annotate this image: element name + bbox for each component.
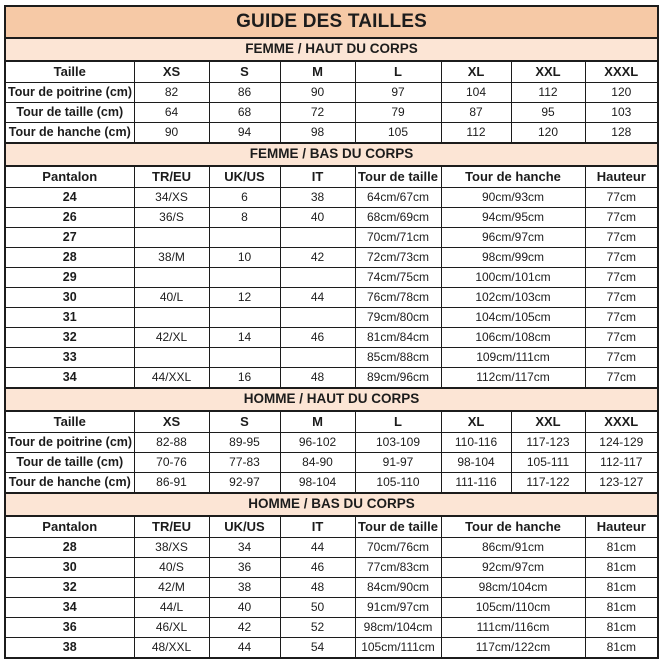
table-row xyxy=(5,453,658,473)
data-cell: 44 xyxy=(209,638,280,659)
data-cell: 70-76 xyxy=(134,453,209,473)
table-row xyxy=(5,103,658,123)
table-row xyxy=(5,433,658,453)
data-cell: 36/S xyxy=(134,208,209,228)
data-cell: 90 xyxy=(280,83,355,103)
data-cell: 52 xyxy=(280,618,355,638)
table-row xyxy=(5,638,658,659)
data-cell: 81cm/84cm xyxy=(355,328,441,348)
data-cell: 124-129 xyxy=(585,433,658,453)
column-header: Pantalon xyxy=(5,166,134,188)
column-header: TR/EU xyxy=(134,516,209,538)
data-cell: 68 xyxy=(209,103,280,123)
data-cell: 112 xyxy=(511,83,585,103)
data-cell: 117cm/122cm xyxy=(441,638,585,659)
table-row xyxy=(5,598,658,618)
data-cell: 44 xyxy=(280,538,355,558)
column-header: Hauteur xyxy=(585,516,658,538)
data-cell: 46 xyxy=(280,558,355,578)
data-cell: 38/M xyxy=(134,248,209,268)
data-cell: 42/M xyxy=(134,578,209,598)
data-cell: 77cm xyxy=(585,288,658,308)
data-cell: 94cm/95cm xyxy=(441,208,585,228)
data-cell xyxy=(209,348,280,368)
data-cell: 72cm/73cm xyxy=(355,248,441,268)
row-label: Tour de hanche (cm) xyxy=(5,123,134,144)
data-cell: 103-109 xyxy=(355,433,441,453)
data-cell: 104 xyxy=(441,83,511,103)
header-row xyxy=(5,516,658,538)
data-cell: 48/XXL xyxy=(134,638,209,659)
data-cell: 54 xyxy=(280,638,355,659)
data-cell: 82 xyxy=(134,83,209,103)
data-cell: 77cm xyxy=(585,328,658,348)
column-header: XL xyxy=(441,411,511,433)
header-row xyxy=(5,166,658,188)
column-header: M xyxy=(280,411,355,433)
row-label: Tour de taille (cm) xyxy=(5,103,134,123)
row-label: 34 xyxy=(5,598,134,618)
data-cell: 77cm xyxy=(585,188,658,208)
data-cell: 44/L xyxy=(134,598,209,618)
data-cell: 14 xyxy=(209,328,280,348)
row-label: 28 xyxy=(5,248,134,268)
data-cell: 110-116 xyxy=(441,433,511,453)
column-header: IT xyxy=(280,516,355,538)
data-cell xyxy=(134,348,209,368)
data-cell: 81cm xyxy=(585,618,658,638)
data-cell: 87 xyxy=(441,103,511,123)
title-row xyxy=(5,6,658,38)
row-label: 32 xyxy=(5,328,134,348)
data-cell: 82-88 xyxy=(134,433,209,453)
column-header: Taille xyxy=(5,411,134,433)
section-row xyxy=(5,143,658,166)
data-cell: 40 xyxy=(209,598,280,618)
data-cell: 89-95 xyxy=(209,433,280,453)
size-table-body xyxy=(5,6,658,658)
table-row xyxy=(5,328,658,348)
data-cell: 111cm/116cm xyxy=(441,618,585,638)
column-header: Taille xyxy=(5,61,134,83)
table-row xyxy=(5,188,658,208)
data-cell: 70cm/71cm xyxy=(355,228,441,248)
data-cell: 84cm/90cm xyxy=(355,578,441,598)
data-cell: 91cm/97cm xyxy=(355,598,441,618)
column-header: XS xyxy=(134,61,209,83)
section-heading: HOMME / HAUT DU CORPS xyxy=(5,388,658,411)
data-cell: 81cm xyxy=(585,578,658,598)
data-cell: 105-111 xyxy=(511,453,585,473)
row-label: 30 xyxy=(5,288,134,308)
data-cell: 77-83 xyxy=(209,453,280,473)
data-cell: 111-116 xyxy=(441,473,511,494)
row-label: 31 xyxy=(5,308,134,328)
row-label: Tour de poitrine (cm) xyxy=(5,433,134,453)
data-cell: 40 xyxy=(280,208,355,228)
data-cell: 77cm xyxy=(585,248,658,268)
row-label: 32 xyxy=(5,578,134,598)
size-guide-table xyxy=(4,5,659,659)
data-cell: 50 xyxy=(280,598,355,618)
data-cell: 100cm/101cm xyxy=(441,268,585,288)
table-row xyxy=(5,538,658,558)
table-row xyxy=(5,248,658,268)
column-header: XXXL xyxy=(585,411,658,433)
data-cell: 96-102 xyxy=(280,433,355,453)
section-heading: FEMME / HAUT DU CORPS xyxy=(5,38,658,61)
data-cell: 81cm xyxy=(585,598,658,618)
data-cell: 105 xyxy=(355,123,441,144)
data-cell: 117-122 xyxy=(511,473,585,494)
data-cell: 46 xyxy=(280,328,355,348)
column-header: XXXL xyxy=(585,61,658,83)
column-header: XXL xyxy=(511,61,585,83)
data-cell: 81cm xyxy=(585,558,658,578)
data-cell: 36 xyxy=(209,558,280,578)
data-cell xyxy=(280,308,355,328)
table-row xyxy=(5,268,658,288)
data-cell: 81cm xyxy=(585,538,658,558)
column-header: Tour de hanche xyxy=(441,516,585,538)
column-header: L xyxy=(355,61,441,83)
data-cell xyxy=(280,348,355,368)
data-cell xyxy=(280,268,355,288)
table-row xyxy=(5,228,658,248)
data-cell: 16 xyxy=(209,368,280,389)
table-row xyxy=(5,558,658,578)
data-cell: 46/XL xyxy=(134,618,209,638)
data-cell: 85cm/88cm xyxy=(355,348,441,368)
data-cell: 96cm/97cm xyxy=(441,228,585,248)
column-header: XL xyxy=(441,61,511,83)
column-header: Pantalon xyxy=(5,516,134,538)
row-label: 36 xyxy=(5,618,134,638)
data-cell: 90cm/93cm xyxy=(441,188,585,208)
data-cell xyxy=(134,308,209,328)
table-row xyxy=(5,368,658,389)
data-cell: 98cm/104cm xyxy=(355,618,441,638)
data-cell: 34 xyxy=(209,538,280,558)
section-heading: HOMME / BAS DU CORPS xyxy=(5,493,658,516)
section-heading: FEMME / BAS DU CORPS xyxy=(5,143,658,166)
data-cell: 86-91 xyxy=(134,473,209,494)
data-cell: 128 xyxy=(585,123,658,144)
data-cell: 42 xyxy=(209,618,280,638)
row-label: 38 xyxy=(5,638,134,659)
header-row xyxy=(5,411,658,433)
data-cell: 97 xyxy=(355,83,441,103)
page-title: GUIDE DES TAILLES xyxy=(5,6,658,38)
data-cell: 79cm/80cm xyxy=(355,308,441,328)
data-cell: 64cm/67cm xyxy=(355,188,441,208)
data-cell: 72 xyxy=(280,103,355,123)
data-cell: 98-104 xyxy=(280,473,355,494)
data-cell: 92-97 xyxy=(209,473,280,494)
data-cell: 42 xyxy=(280,248,355,268)
data-cell: 112cm/117cm xyxy=(441,368,585,389)
data-cell: 120 xyxy=(511,123,585,144)
table-row xyxy=(5,208,658,228)
data-cell: 98cm/104cm xyxy=(441,578,585,598)
row-label: 27 xyxy=(5,228,134,248)
data-cell: 77cm xyxy=(585,268,658,288)
data-cell: 74cm/75cm xyxy=(355,268,441,288)
data-cell: 112-117 xyxy=(585,453,658,473)
data-cell: 40/S xyxy=(134,558,209,578)
data-cell: 42/XL xyxy=(134,328,209,348)
row-label: 29 xyxy=(5,268,134,288)
table-row xyxy=(5,83,658,103)
data-cell: 84-90 xyxy=(280,453,355,473)
data-cell: 89cm/96cm xyxy=(355,368,441,389)
column-header: TR/EU xyxy=(134,166,209,188)
data-cell: 92cm/97cm xyxy=(441,558,585,578)
row-label: Tour de taille (cm) xyxy=(5,453,134,473)
data-cell: 105cm/110cm xyxy=(441,598,585,618)
data-cell: 94 xyxy=(209,123,280,144)
data-cell: 120 xyxy=(585,83,658,103)
row-label: 26 xyxy=(5,208,134,228)
data-cell: 77cm xyxy=(585,368,658,389)
data-cell: 81cm xyxy=(585,638,658,659)
row-label: Tour de poitrine (cm) xyxy=(5,83,134,103)
data-cell: 68cm/69cm xyxy=(355,208,441,228)
data-cell: 77cm/83cm xyxy=(355,558,441,578)
column-header: UK/US xyxy=(209,516,280,538)
column-header: Tour de taille xyxy=(355,516,441,538)
data-cell: 102cm/103cm xyxy=(441,288,585,308)
data-cell: 77cm xyxy=(585,208,658,228)
row-label: 33 xyxy=(5,348,134,368)
data-cell: 106cm/108cm xyxy=(441,328,585,348)
table-row xyxy=(5,618,658,638)
data-cell xyxy=(280,228,355,248)
row-label: 24 xyxy=(5,188,134,208)
data-cell: 10 xyxy=(209,248,280,268)
data-cell: 123-127 xyxy=(585,473,658,494)
column-header: UK/US xyxy=(209,166,280,188)
row-label: 28 xyxy=(5,538,134,558)
section-row xyxy=(5,388,658,411)
data-cell: 44 xyxy=(280,288,355,308)
column-header: S xyxy=(209,411,280,433)
data-cell: 77cm xyxy=(585,228,658,248)
data-cell: 109cm/111cm xyxy=(441,348,585,368)
row-label: 30 xyxy=(5,558,134,578)
table-row xyxy=(5,473,658,494)
column-header: Tour de taille xyxy=(355,166,441,188)
data-cell xyxy=(209,228,280,248)
data-cell: 8 xyxy=(209,208,280,228)
data-cell: 103 xyxy=(585,103,658,123)
data-cell: 77cm xyxy=(585,348,658,368)
data-cell: 64 xyxy=(134,103,209,123)
column-header: S xyxy=(209,61,280,83)
section-row xyxy=(5,38,658,61)
table-row xyxy=(5,308,658,328)
table-row xyxy=(5,578,658,598)
column-header: XS xyxy=(134,411,209,433)
table-row xyxy=(5,348,658,368)
table-row xyxy=(5,123,658,144)
data-cell: 86cm/91cm xyxy=(441,538,585,558)
data-cell: 112 xyxy=(441,123,511,144)
data-cell: 38/XS xyxy=(134,538,209,558)
data-cell: 90 xyxy=(134,123,209,144)
data-cell: 48 xyxy=(280,368,355,389)
data-cell: 79 xyxy=(355,103,441,123)
row-label: 34 xyxy=(5,368,134,389)
data-cell: 48 xyxy=(280,578,355,598)
data-cell: 86 xyxy=(209,83,280,103)
data-cell: 98cm/99cm xyxy=(441,248,585,268)
data-cell: 91-97 xyxy=(355,453,441,473)
column-header: Tour de hanche xyxy=(441,166,585,188)
data-cell: 40/L xyxy=(134,288,209,308)
data-cell: 104cm/105cm xyxy=(441,308,585,328)
data-cell: 98-104 xyxy=(441,453,511,473)
data-cell: 12 xyxy=(209,288,280,308)
data-cell: 44/XXL xyxy=(134,368,209,389)
data-cell: 105cm/111cm xyxy=(355,638,441,659)
data-cell xyxy=(134,228,209,248)
section-row xyxy=(5,493,658,516)
data-cell xyxy=(209,308,280,328)
column-header: XXL xyxy=(511,411,585,433)
data-cell: 70cm/76cm xyxy=(355,538,441,558)
table-row xyxy=(5,288,658,308)
data-cell: 98 xyxy=(280,123,355,144)
column-header: IT xyxy=(280,166,355,188)
data-cell xyxy=(134,268,209,288)
data-cell: 38 xyxy=(209,578,280,598)
header-row xyxy=(5,61,658,83)
row-label: Tour de hanche (cm) xyxy=(5,473,134,494)
data-cell xyxy=(209,268,280,288)
data-cell: 6 xyxy=(209,188,280,208)
data-cell: 95 xyxy=(511,103,585,123)
column-header: L xyxy=(355,411,441,433)
column-header: M xyxy=(280,61,355,83)
data-cell: 34/XS xyxy=(134,188,209,208)
column-header: Hauteur xyxy=(585,166,658,188)
data-cell: 77cm xyxy=(585,308,658,328)
data-cell: 76cm/78cm xyxy=(355,288,441,308)
data-cell: 105-110 xyxy=(355,473,441,494)
data-cell: 38 xyxy=(280,188,355,208)
data-cell: 117-123 xyxy=(511,433,585,453)
